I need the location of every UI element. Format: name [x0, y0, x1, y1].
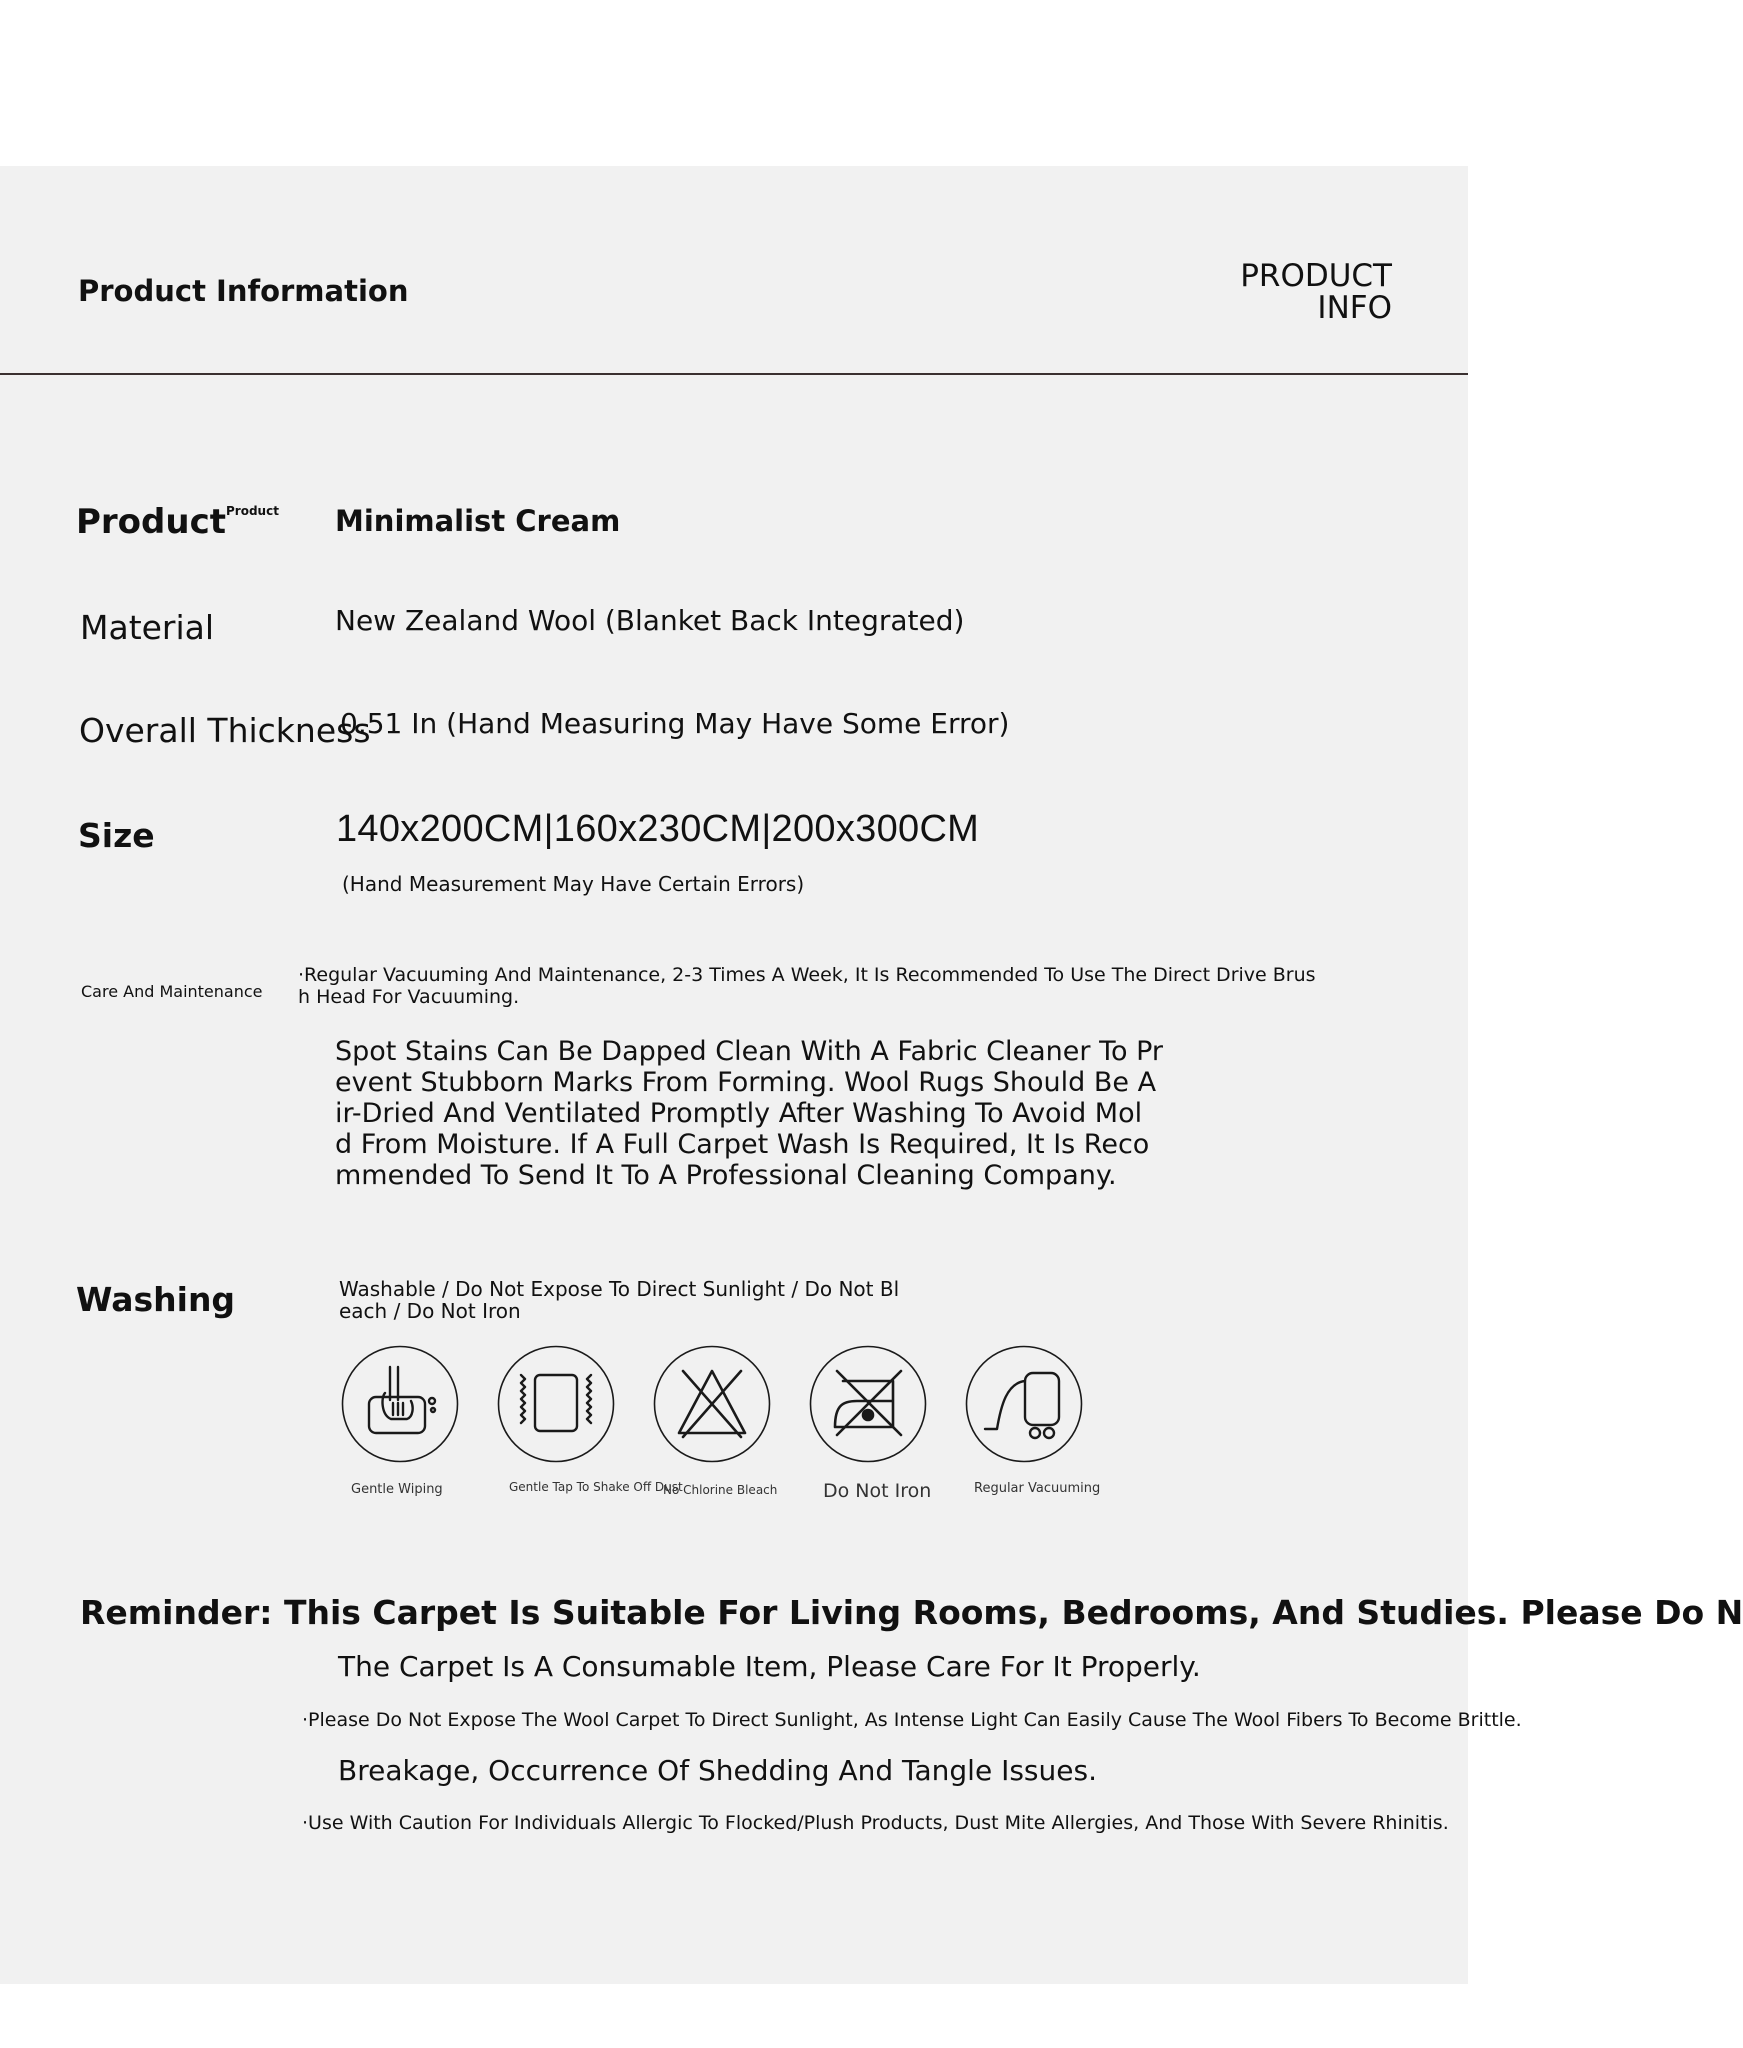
care-para-line: d From Moisture. If A Full Carpet Wash Is Required, It Is Reco [335, 1129, 1150, 1160]
care-vacuum-text [298, 964, 1316, 1008]
care-line-2: h Head For Vacuuming. [298, 986, 520, 1008]
washing-line-2: each / Do Not Iron [339, 1299, 521, 1323]
care-line-1: ·Regular Vacuuming And Maintenance, 2-3 Times A Week, It Is Recommended To Use The Direct Drive Brus [298, 964, 1316, 986]
material-value: New Zealand Wool (Blanket Back Integrated) [335, 604, 965, 637]
care-para-line: event Stubborn Marks From Forming. Wool Rugs Should Be A [335, 1067, 1157, 1098]
care-para-line: Spot Stains Can Be Dapped Clean With A Fabric Cleaner To Pr [335, 1036, 1163, 1067]
washing-label: Washing [76, 1280, 236, 1319]
reminder-headline: Reminder: This Carpet Is Suitable For Living Rooms, Bedrooms, And Studies. Please Do N [80, 1593, 1743, 1632]
care-para-line: mmended To Send It To A Professional Cleaning Company. [335, 1160, 1117, 1191]
icon-label: No Chlorine Bleach [663, 1483, 778, 1497]
badge-line-2: INFO [1317, 290, 1392, 326]
care-label: Care And Maintenance [81, 982, 263, 1001]
icon-label: Gentle Tap To Shake Off Dust [509, 1480, 683, 1494]
no-chlorine-bleach-icon [653, 1345, 771, 1463]
gentle-wiping-icon [341, 1345, 459, 1463]
regular-vacuuming-icon [965, 1345, 1083, 1463]
washing-line-1: Washable / Do Not Expose To Direct Sunlight / Do Not Bl [339, 1277, 900, 1301]
size-note: (Hand Measurement May Have Certain Errors) [342, 872, 805, 896]
care-stain-paragraph [335, 1036, 1163, 1191]
reminder-line-3: Breakage, Occurrence Of Shedding And Tangle Issues. [338, 1754, 1097, 1787]
section-title: Product Information [78, 274, 409, 308]
reminder-line-2: ·Please Do Not Expose The Wool Carpet To Direct Sunlight, As Intense Light Can Easily Cause The Wool Fibers To Become Brittle. [302, 1709, 1522, 1731]
icon-label: Gentle Wiping [351, 1482, 443, 1497]
product-label [76, 502, 279, 542]
material-label: Material [80, 608, 215, 647]
gentle-tap-icon [497, 1345, 615, 1463]
product-value: Minimalist Cream [335, 504, 621, 538]
reminder-line-4: ·Use With Caution For Individuals Allergic To Flocked/Plush Products, Dust Mite Allergies, And Those With Severe Rhinitis. [302, 1812, 1449, 1834]
icon-label: Regular Vacuuming [974, 1481, 1101, 1496]
washing-text [339, 1278, 899, 1322]
do-not-iron-icon [809, 1345, 927, 1463]
size-label: Size [78, 816, 155, 855]
badge-line-1: PRODUCT [1240, 258, 1392, 294]
icon-label: Do Not Iron [823, 1480, 932, 1502]
product-info-panel [0, 166, 1743, 1984]
reminder-line-1: The Carpet Is A Consumable Item, Please Care For It Properly. [338, 1650, 1201, 1683]
thickness-value: 0.51 In (Hand Measuring May Have Some Error) [340, 707, 1010, 740]
product-label-sup: Product [226, 504, 279, 518]
care-para-line: ir-Dried And Ventilated Promptly After Washing To Avoid Mol [335, 1098, 1143, 1129]
size-value: 140x200CM|160x230CM|200x300CM [336, 808, 980, 850]
thickness-label: Overall Thickness [79, 711, 371, 750]
header-divider [0, 373, 1468, 375]
product-info-badge [1240, 260, 1392, 324]
product-label-text: Product [76, 502, 226, 542]
